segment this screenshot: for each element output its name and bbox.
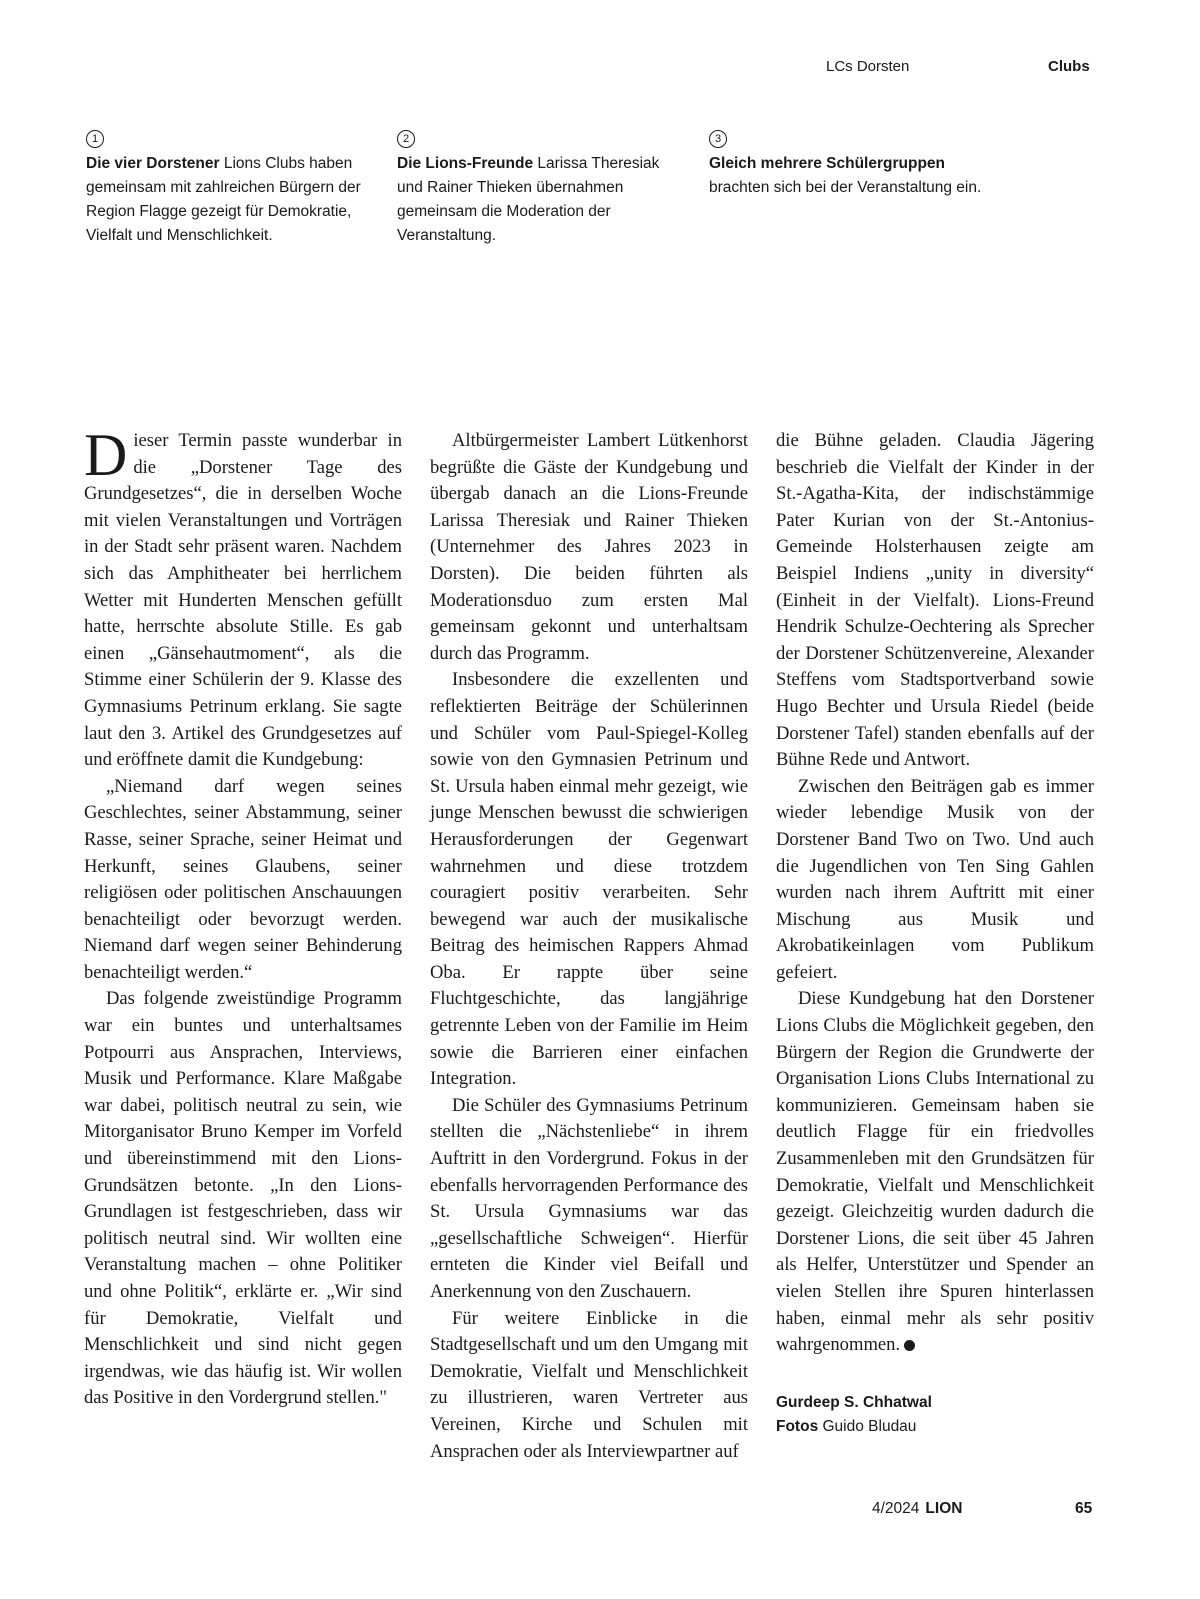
caption-text: Lions Clubs haben gemeinsam mit zahlreichen Bürgern der Region Flagge gezeigt für Demokratie, Vielfalt und Menschlichkeit. <box>86 155 361 244</box>
article-paragraph: Insbesondere die exzellenten und reflektierten Beiträge der Schülerinnen und Schüler vom Paul-Spiegel-Kolleg sowie von den Gymnasien Petrinum und St. Ursula haben einmal mehr gezeigt, wie junge Menschen bewusst die schwierigen Herausforderungen der Gegenwart wahrnehmen und diese trotzdem couragiert positiv verarbeiten. Sehr bewegend war auch der musikalische Beitrag des heimischen Rappers Ahmad Oba. Er rappte über seine Fluchtgeschichte, das langjährige getrennte Leben von der Familie im Heim sowie die Barrieren einer einfachen Integration. <box>430 669 748 1090</box>
end-of-article-icon <box>904 1340 915 1351</box>
caption-lead: Die vier Dorstener <box>86 155 220 172</box>
article-paragraph: die Bühne geladen. Claudia Jägering beschrieb die Vielfalt der Kinder in der St.-Agatha-Kita, der indischstämmige Pater Kurian von der St.-Antonius-Gemeinde Holsterhausen zeigte am Beispiel Indiens „unity in diversity“ (Einheit in der Vielfalt). Lions-Freund Hendrik Schulze-Oechtering als Sprecher der Dorstener Schützenvereine, Alexander Steffens vom Stadtsportverband sowie Hugo Bechter und Ursula Riedel (beide Dorstener Tafel) standen ebenfalls auf der Bühne Rede und Antwort. <box>776 430 1094 771</box>
caption-lead: Gleich mehrere Schülergruppen <box>709 155 946 172</box>
photo-caption-1 <box>86 126 376 248</box>
caption-number-badge: 1 <box>86 130 104 148</box>
caption-number-badge: 2 <box>397 130 415 148</box>
issue-number: 4/2024 <box>872 1500 920 1517</box>
article-column-2 <box>430 428 748 1465</box>
photos-label: Fotos <box>776 1418 819 1435</box>
magazine-brand: LION <box>925 1500 963 1517</box>
article-paragraph: Für weitere Einblicke in die Stadtgesellschaft und um den Umgang mit Demokratie, Vielfalt und Menschlichkeit zu illustrieren, waren Vertreter aus Vereinen, Kirche und Schulen mit Ansprachen oder als Interviewpartner auf <box>430 1307 748 1462</box>
article-column-3 <box>776 428 1094 1359</box>
section-label: LCs Dorsten <box>826 58 910 75</box>
article-paragraph: Die Schüler des Gymnasiums Petrinum stellten die „Nächstenliebe“ in ihrem Auftritt in den Vordergrund. Fokus in der ebenfalls hervorragenden Performance des St. Ursula Gymnasiums war das „gesellschaftliche Schweigen“. Hierfür ernteten die Kinder viel Beifall und Anerkennung von den Zuschauern. <box>430 1094 748 1302</box>
folio <box>872 1500 962 1518</box>
article-paragraph: Das folgende zweistündige Programm war ein buntes und unterhaltsames Potpourri aus Ansprachen, Interviews, Musik und Performance. Klare Maßgabe war dabei, politisch neutral zu sein, wie Mitorganisator Bruno Kemper im Vorfeld und übereinstimmend mit den Lions-Grundsätzen betonte. „In den Lions-Grundlagen ist festgeschrieben, dass wir politisch neutral sind. Wir wollten eine Veranstaltung machen – ohne Politiker und ohne Politik“, erklärte er. „Wir sind für Demokratie, Vielfalt und Menschlichkeit und sind nicht gegen irgendwas, wie das häufig ist. Wir wollen das Positive in den Vordergrund stellen." <box>84 988 402 1409</box>
article-paragraph: Altbürgermeister Lambert Lütkenhorst begrüßte die Gäste der Kundgebung und übergab danach an die Lions-Freunde Larissa Theresiak und Rainer Thieken (Unternehmer des Jahres 2023 in Dorsten). Die beiden führten als Moderationsduo zum ersten Mal gemeinsam gekonnt und unterhaltsam durch das Programm. <box>430 430 748 664</box>
author-name: Gurdeep S. Chhatwal <box>776 1394 932 1411</box>
article-paragraph: Diese Kundgebung hat den Dorstener Lions Clubs die Möglichkeit gegeben, den Bürgern der Region die Grundwerte der Organisation Lions Clubs International zu kommunizieren. Gemeinsam haben sie deutlich Flagge für ein friedvolles Zusammenleben mit den Grundsätzen für Demokratie, Vielfalt und Menschlichkeit gezeigt. Gleichzeitig wurden dadurch die Dorstener Lions, die seit über 45 Jahren als Helfer, Unterstützer und Spender an vielen Stellen ihre Spuren hinterlassen haben, einmal mehr als sehr positiv wahrgenommen. <box>776 988 1094 1356</box>
article-paragraph: „Niemand darf wegen seines Geschlechtes, seiner Abstammung, seiner Rasse, seiner Sprache, seiner Heimat und Herkunft, seines Glaubens, seiner religiösen oder politischen Anschauungen benachteiligt oder bevorzugt werden. Niemand darf wegen seiner Behinderung benachteiligt werden.“ <box>84 775 402 983</box>
article-paragraph: Zwischen den Beiträgen gab es immer wieder lebendige Musik von der Dorstener Band Two on Two. Und auch die Jugendlichen von Ten Sing Gahlen wurden nach ihrem Auftritt mit einer Mischung aus Musik und Akrobatikeinlagen vom Publikum gefeiert. <box>776 775 1094 983</box>
photographer-name: Guido Bludau <box>818 1418 917 1435</box>
caption-text: brachten sich bei der Veranstaltung ein. <box>709 179 982 196</box>
article-column-1 <box>84 422 402 1412</box>
drop-cap: D <box>84 422 128 488</box>
photo-caption-3 <box>709 126 999 200</box>
article-paragraph: Dieser Termin passte wunderbar in die „Dorstener Tage des Grundgesetzes“, die in derselben Woche mit vielen Veranstaltungen und Vorträgen in der Stadt sehr präsent waren. Nachdem sich das Amphitheater bei herrlichem Wetter mit Hunderten Menschen gefüllt hatte, herrschte absolute Stille. Es gab einen „Gänsehautmoment“, als die Stimme einer Schülerin der 9. Klasse des Gymnasiums Petrinum erklang. Sie sagte laut den 3. Artikel des Grundgesetzes auf und eröffnete damit die Kundgebung: <box>84 422 402 771</box>
page-number: 65 <box>1075 1500 1093 1517</box>
caption-text: Larissa Theresiak und Rainer Thieken übernahmen gemeinsam die Moderation der Veranstaltung. <box>397 155 660 244</box>
caption-number-badge: 3 <box>709 130 727 148</box>
photo-caption-2 <box>397 126 687 248</box>
caption-lead: Die Lions-Freunde <box>397 155 534 172</box>
byline <box>776 1391 932 1439</box>
topic-label: Clubs <box>1048 58 1090 75</box>
